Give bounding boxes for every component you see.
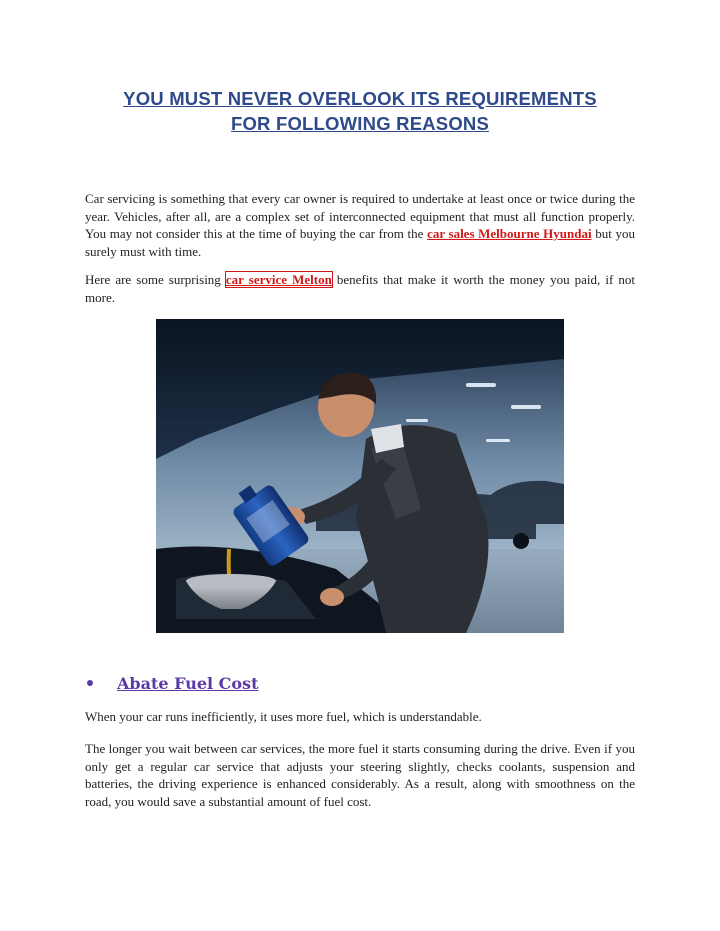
car-service-link[interactable]: car service Melton [225, 272, 332, 287]
intro-text-before: Car servicing is something that every car owner is required to undertake at least once or twice during the year. Vehicles, after all, are a complex set of interconnected equipment that must all function properly. You may not consider this at the time of buying the car from the [85, 191, 635, 241]
benefits-text-after: benefits that make it worth the money you paid, if not more. [85, 272, 635, 305]
intro-text-after: but you surely must with time. [85, 226, 635, 259]
section-paragraph-2: The longer you wait between car services, the more fuel it starts consuming during the drive. Even if you only get a regular car service that adjusts your steering slightly, checks coolants, suspension and batteries, the driving experience is enhanced considerably. As a result, along with smoothness on the road, you would save a substantial amount of fuel cost. [85, 741, 635, 809]
bullet-icon [87, 680, 93, 686]
section-heading: Abate Fuel Cost [117, 673, 259, 693]
benefits-paragraph [85, 271, 635, 306]
section-heading-row [85, 670, 258, 696]
page-title-line-1: YOU MUST NEVER OVERLOOK ITS REQUIREMENTS [123, 88, 597, 109]
page-title-line-2: FOR FOLLOWING REASONS [230, 113, 490, 134]
page-title [60, 86, 660, 136]
intro-paragraph [85, 190, 635, 260]
benefits-text-before: Here are some surprising [85, 272, 226, 287]
section-paragraph-1: When your car runs inefficiently, it uses more fuel, which is understandable. [85, 709, 482, 724]
mechanic-photo [156, 319, 564, 633]
car-sales-link[interactable]: car sales Melbourne Hyundai [427, 226, 592, 241]
